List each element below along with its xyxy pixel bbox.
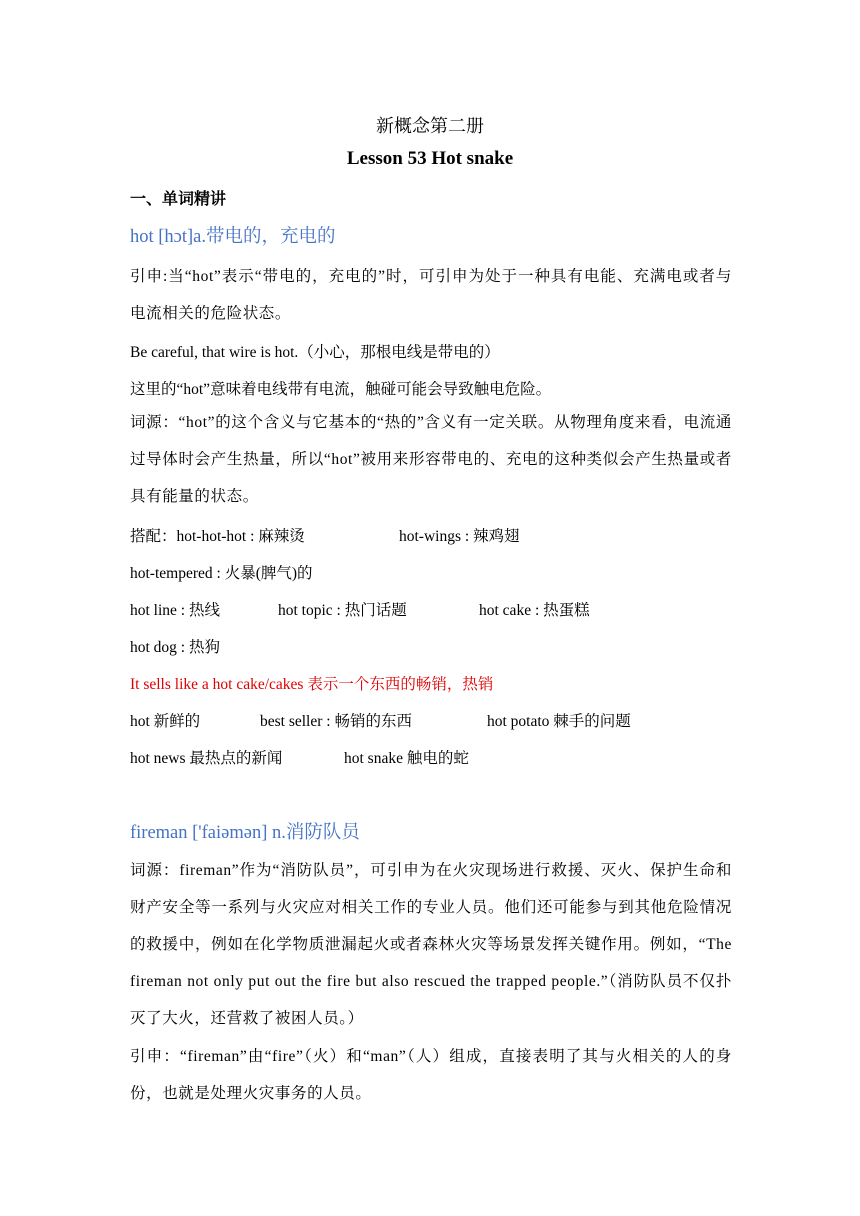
hot-extension-paragraph: 引申:当“hot”表示“带电的，充电的”时，可引申为处于一种具有电能、充满电或者与电流相关的危险状态。 xyxy=(130,268,732,322)
document-title-chinese: 新概念第二册 xyxy=(376,116,484,137)
collocation-item: hot-wings : 辣鸡翅 xyxy=(399,528,520,545)
section-heading-vocabulary: 一、单词精讲 xyxy=(130,191,227,208)
collocation-item: 搭配：hot-hot-hot : 麻辣烫 xyxy=(130,528,305,545)
collocation-item: hot snake 触电的蛇 xyxy=(344,750,469,767)
collocation-row xyxy=(130,561,735,583)
collocation-item: hot 新鲜的 xyxy=(130,713,201,730)
collocation-item: hot dog : 热狗 xyxy=(130,639,220,656)
idiom-text: It sells like a hot cake/cakes 表示一个东西的畅销，热销 xyxy=(130,676,494,693)
collocation-item: best seller : 畅销的东西 xyxy=(260,713,412,730)
collocation-item: hot-tempered : 火暴(脾气)的 xyxy=(130,565,313,582)
word-heading-hot: hot [hɔt]a.带电的，充电的 xyxy=(130,227,336,247)
hot-example-explanation: 这里的“hot”意味着电线带有电流，触碰可能会导致触电危险。 xyxy=(130,381,552,398)
collocation-row xyxy=(130,635,735,657)
collocation-item: hot potato 棘手的问题 xyxy=(487,713,631,730)
word-heading-fireman: fireman ['faiəmən] n.消防队员 xyxy=(130,823,360,843)
hot-etymology-paragraph: 词源：“hot”的这个含义与它基本的“热的”含义有一定关联。从物理角度来看，电流通过导体时会产生热量，所以“hot”被用来形容带电的、充电的这种类似会产生热量或者具有能量的状态。 xyxy=(130,414,732,505)
fireman-etymology-paragraph: 词源：fireman”作为“消防队员”，可引申为在火灾现场进行救援、灭火、保护生命和财产安全等一系列与火灾应对相关工作的专业人员。他们还可能参与到其他危险情况的救援中，例如在化学物质泄漏起火或者森林火灾等场景发挥关键作用。例如，“The fireman not only put out the fire but also rescued the trapped people.”（消防队员不仅扑灭了大火，还营救了被困人员。） xyxy=(130,862,732,1027)
collocation-item: hot news 最热点的新闻 xyxy=(130,750,283,767)
collocation-item: hot line : 热线 xyxy=(130,602,220,619)
collocation-row xyxy=(130,598,735,620)
collocation-row xyxy=(130,746,735,768)
lesson-title: Lesson 53 Hot snake xyxy=(346,148,514,169)
hot-example-sentence: Be careful, that wire is hot.（小心，那根电线是带电的） xyxy=(130,344,500,361)
fireman-extension-paragraph: 引申：“fireman”由“fire”（火）和“man”（人）组成，直接表明了其与火相关的人的身份，也就是处理火灾事务的人员。 xyxy=(130,1048,732,1102)
collocation-item: hot topic : 热门话题 xyxy=(278,602,407,619)
collocation-row xyxy=(130,524,735,546)
highlighted-idiom xyxy=(130,672,735,694)
collocation-row xyxy=(130,709,735,731)
collocation-item: hot cake : 热蛋糕 xyxy=(479,602,590,619)
